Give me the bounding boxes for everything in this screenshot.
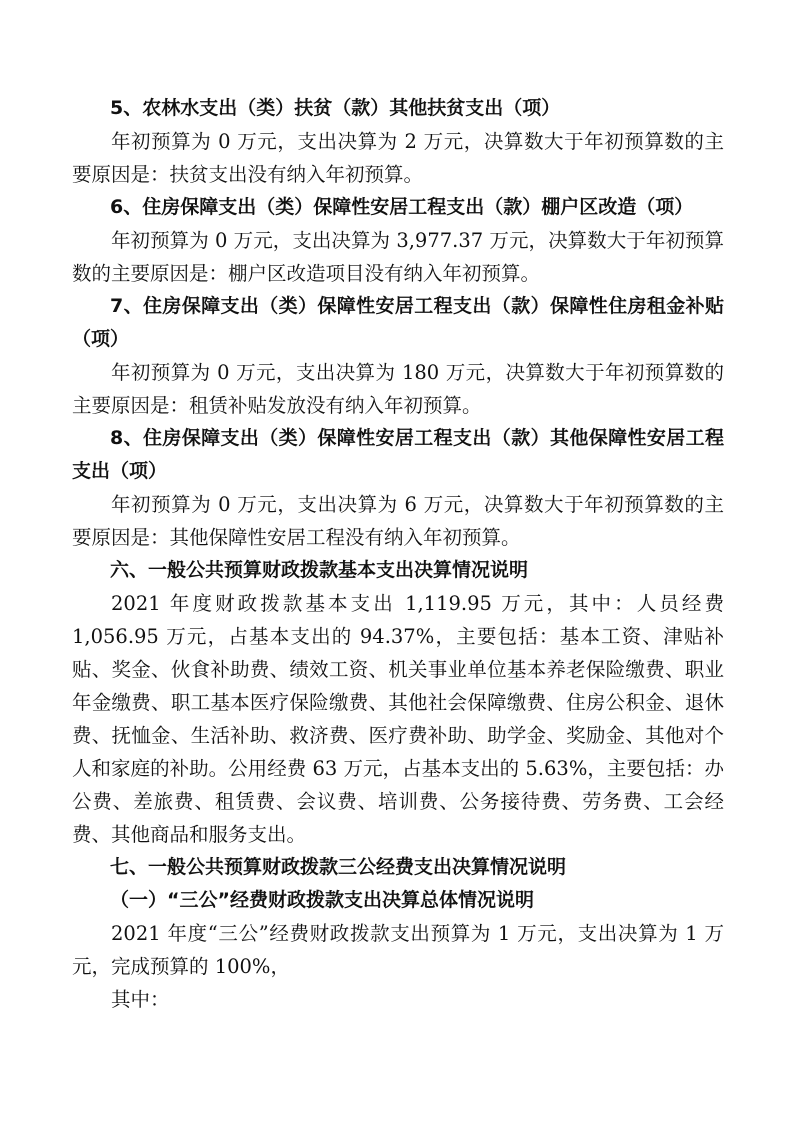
body-paragraph: 年初预算为 0 万元，支出决算为 6 万元，决算数大于年初预算数的主要原因是：其他保障性安居工程没有纳入年初预算。	[72, 493, 724, 549]
section-heading: 6、住房保障支出（类）保障性安居工程支出（款）棚户区改造（项）	[110, 196, 694, 218]
section-heading: 六、一般公共预算财政拨款基本支出决算情况说明	[110, 559, 529, 581]
body-paragraph: 2021 年度“三公”经费财政拨款支出预算为 1 万元，支出决算为 1 万元，完成预算的 100%，	[72, 922, 724, 978]
body-paragraph: 2021 年度财政拨款基本支出 1,119.95 万元，其中：人员经费 1,056.95 万元，占基本支出的 94.37%，主要包括：基本工资、津贴补贴、奖金、伙食补助费、绩效工资、机关事业单位基本养老保险缴费、职业年金缴费、职工基本医疗保险缴费、其他社会保障缴费、住房公积金、退休费、抚恤金、生活补助、救济费、医疗费补助、助学金、奖励金、其他对个人和家庭的补助。公用经费 63 万元，占基本支出的 5.63%，主要包括：办公费、差旅费、租赁费、会议费、培训费、公务接待费、劳务费、工会经费、其他商品和服务支出。	[72, 592, 724, 846]
section-heading: 七、一般公共预算财政拨款三公经费支出决算情况说明	[110, 856, 567, 878]
body-paragraph: 年初预算为 0 万元，支出决算为 2 万元，决算数大于年初预算数的主要原因是：扶贫支出没有纳入年初预算。	[72, 130, 724, 186]
body-paragraph: 年初预算为 0 万元，支出决算为 3,977.37 万元，决算数大于年初预算数的主要原因是：棚户区改造项目没有纳入年初预算。	[72, 229, 724, 285]
section-heading: 8、住房保障支出（类）保障性安居工程支出（款）其他保障性安居工程支出（项）	[72, 427, 724, 482]
section-heading: 7、住房保障支出（类）保障性安居工程支出（款）保障性住房租金补贴（项）	[72, 295, 724, 350]
document-body	[72, 92, 724, 1016]
body-paragraph: 其中：	[111, 988, 170, 1011]
section-heading: 5、农林水支出（类）扶贫（款）其他扶贫支出（项）	[110, 97, 561, 119]
subsection-heading: （一）“三公”经费财政拨款支出决算总体情况说明	[110, 889, 534, 911]
body-paragraph: 年初预算为 0 万元，支出决算为 180 万元，决算数大于年初预算数的主要原因是：租赁补贴发放没有纳入年初预算。	[72, 361, 724, 417]
